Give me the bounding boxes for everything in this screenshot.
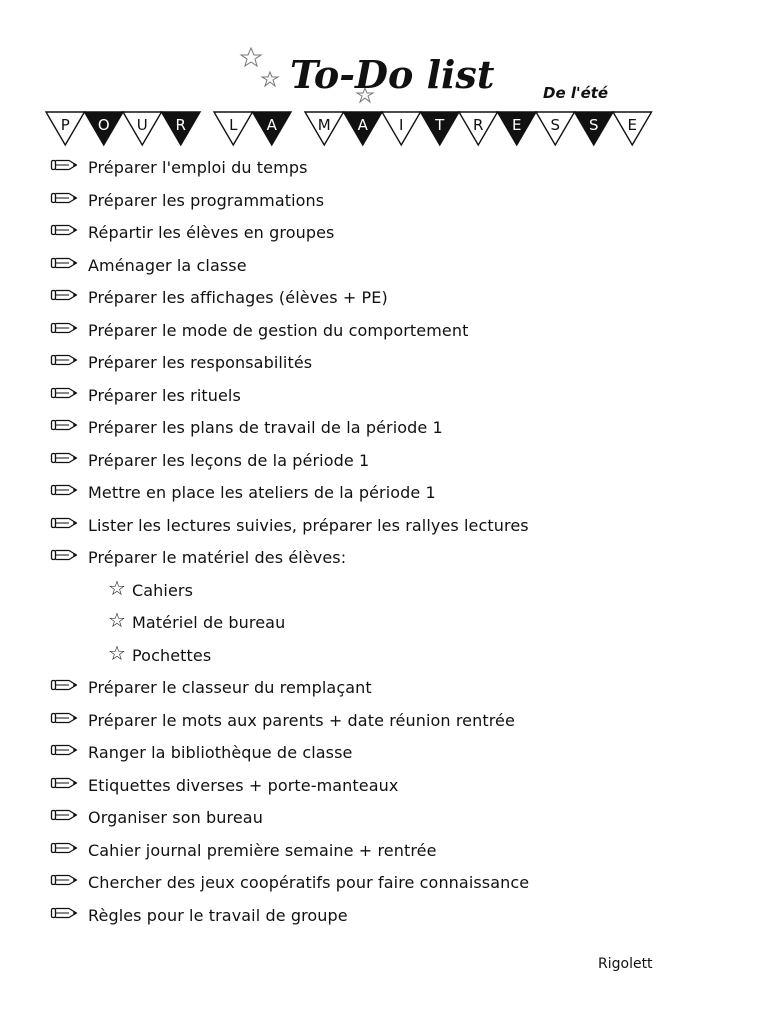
banner-letter: R (473, 116, 484, 134)
task-label: Ranger la bibliothèque de classe (88, 743, 353, 762)
star-outline-icon: ☆ (108, 640, 127, 665)
banner-letter: A (357, 116, 368, 134)
pennant-banner (0, 110, 770, 152)
subitem-label: Cahiers (132, 580, 194, 600)
pencil-icon (50, 451, 78, 465)
banner-letter: A (266, 116, 277, 134)
task-label: Préparer le classeur du remplaçant (88, 678, 372, 697)
pencil-icon (50, 808, 78, 822)
star-outline-icon: ☆ (108, 575, 127, 600)
subitem-label: Matériel de bureau (132, 613, 286, 632)
banner-pennant (344, 112, 383, 145)
pencil-icon (50, 906, 78, 920)
task-label: Préparer les plans de travail de la période 1 (88, 418, 443, 437)
task-label: Cahier journal première semaine + rentrée (88, 840, 437, 860)
pencil-icon (50, 483, 78, 497)
banner-letter: T (435, 116, 445, 134)
star-decoration-icon (262, 72, 278, 86)
task-label: Lister les lectures suivies, préparer les rallyes lectures (88, 515, 529, 535)
task-label: Préparer les responsabilités (88, 353, 313, 372)
banner-letter: P (60, 116, 70, 134)
banner-letter: O (97, 116, 110, 134)
banner-pennant (85, 112, 124, 145)
pencil-icon (50, 353, 78, 367)
pencil-icon (50, 711, 78, 725)
banner-letter: S (550, 116, 561, 134)
banner-letter: E (512, 116, 522, 134)
star-decoration-icon (241, 48, 261, 66)
title-area (0, 0, 770, 110)
banner-letter: R (175, 116, 186, 134)
pencil-icon (50, 418, 78, 432)
banner-pennant (421, 112, 460, 145)
banner-pennant (536, 112, 575, 145)
author-signature: Rigolett (598, 956, 653, 972)
pencil-icon (50, 873, 78, 887)
task-label: Préparer les leçons de la période 1 (88, 450, 370, 470)
task-label: Chercher des jeux coopératifs pour faire connaissance (88, 873, 530, 892)
star-outline-icon: ☆ (108, 608, 127, 632)
pencil-icon (50, 841, 78, 855)
pencil-icon (50, 223, 78, 237)
pencil-icon (50, 516, 78, 530)
banner-pennant (123, 112, 162, 145)
task-label: Etiquettes diverses + porte-manteaux (88, 775, 399, 795)
banner-pennant (214, 112, 253, 145)
banner-letter: S (588, 116, 599, 134)
task-label: Mettre en place les ateliers de la période 1 (88, 483, 436, 502)
task-label: Préparer les rituels (88, 385, 241, 405)
pencil-icon (50, 256, 78, 270)
banner-letter: M (317, 116, 331, 134)
banner-pennant (253, 112, 292, 145)
task-label: Préparer l'emploi du temps (88, 158, 308, 177)
pencil-icon (50, 548, 78, 562)
task-label: Préparer le mode de gestion du comportement (88, 320, 469, 340)
subitem-label: Pochettes (132, 645, 212, 665)
task-label: Règles pour le travail de groupe (88, 905, 348, 925)
banner-pennant (613, 112, 652, 145)
banner-pennant (162, 112, 201, 145)
task-label: Préparer le mots aux parents + date réunion rentrée (88, 710, 515, 730)
banner-pennant (498, 112, 537, 145)
banner-pennant (46, 112, 85, 145)
pencil-icon (50, 288, 78, 302)
pencil-icon (50, 158, 78, 172)
task-label: Préparer le matériel des élèves: (88, 548, 347, 567)
banner-letter: I (399, 116, 404, 134)
task-label: Répartir les élèves en groupes (88, 223, 335, 242)
banner-letter: L (229, 116, 238, 134)
page-title: To-Do list (290, 52, 495, 97)
banner-pennant (459, 112, 498, 145)
pencil-icon (50, 678, 78, 692)
banner-pennant (382, 112, 421, 145)
task-label: Préparer les programmations (88, 190, 325, 210)
pencil-icon (50, 321, 78, 335)
pencil-icon (50, 743, 78, 757)
banner-letter: U (136, 116, 148, 134)
page-subtitle: De l'été (543, 84, 609, 102)
pencil-icon (50, 191, 78, 205)
pencil-icon (50, 386, 78, 400)
banner-letter: E (627, 116, 637, 134)
task-label: Aménager la classe (88, 255, 247, 275)
pencil-icon (50, 776, 78, 790)
task-label: Organiser son bureau (88, 808, 263, 827)
banner-pennant (305, 112, 344, 145)
task-label: Préparer les affichages (élèves + PE) (88, 288, 388, 307)
banner-pennant (575, 112, 614, 145)
